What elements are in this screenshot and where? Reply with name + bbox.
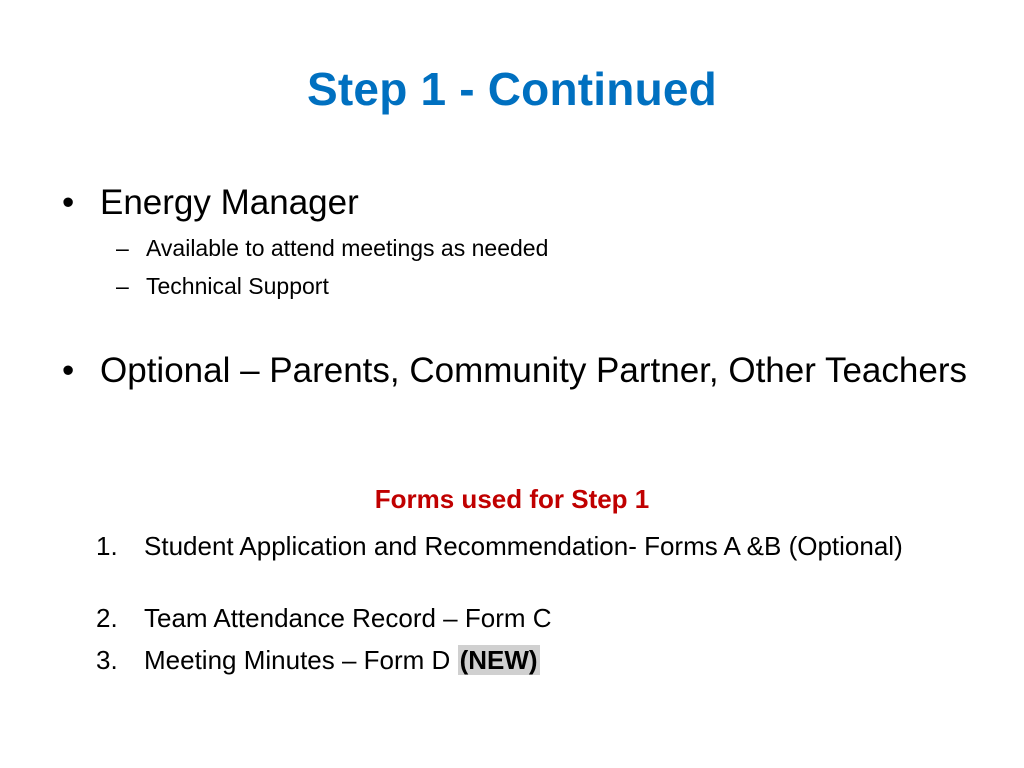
bullet-item-energy-manager bbox=[62, 182, 982, 224]
new-badge: (NEW) bbox=[459, 645, 538, 675]
slide-title: Step 1 - Continued bbox=[307, 63, 717, 115]
bullet-text: Energy Manager bbox=[100, 183, 359, 222]
list-item-text: Student Application and Recommendation- Forms A &B (Optional) bbox=[144, 531, 903, 561]
sub-bullet-item bbox=[116, 234, 548, 262]
numbered-list-item bbox=[96, 530, 956, 562]
sub-bullet-marker: – bbox=[116, 273, 129, 299]
bullet-marker: • bbox=[62, 351, 75, 390]
sub-bullet-text: Available to attend meetings as needed bbox=[146, 235, 549, 261]
list-item-label: Meeting Minutes – Form D bbox=[144, 645, 458, 675]
list-number: 2. bbox=[96, 603, 118, 633]
numbered-list-item bbox=[96, 602, 956, 634]
bullet-marker: • bbox=[62, 183, 75, 222]
numbered-list-item bbox=[96, 644, 956, 676]
sub-bullet-text: Technical Support bbox=[146, 273, 329, 299]
bullet-text: Optional – Parents, Community Partner, Other Teachers bbox=[100, 351, 967, 390]
sub-bullet-marker: – bbox=[116, 235, 129, 261]
list-number: 1. bbox=[96, 531, 118, 561]
list-item-text bbox=[144, 644, 956, 676]
list-item-text: Team Attendance Record – Form C bbox=[144, 603, 552, 633]
list-number: 3. bbox=[96, 645, 118, 675]
forms-heading: Forms used for Step 1 bbox=[374, 484, 650, 514]
sub-bullet-item bbox=[116, 272, 329, 300]
bullet-item-optional bbox=[62, 350, 982, 392]
